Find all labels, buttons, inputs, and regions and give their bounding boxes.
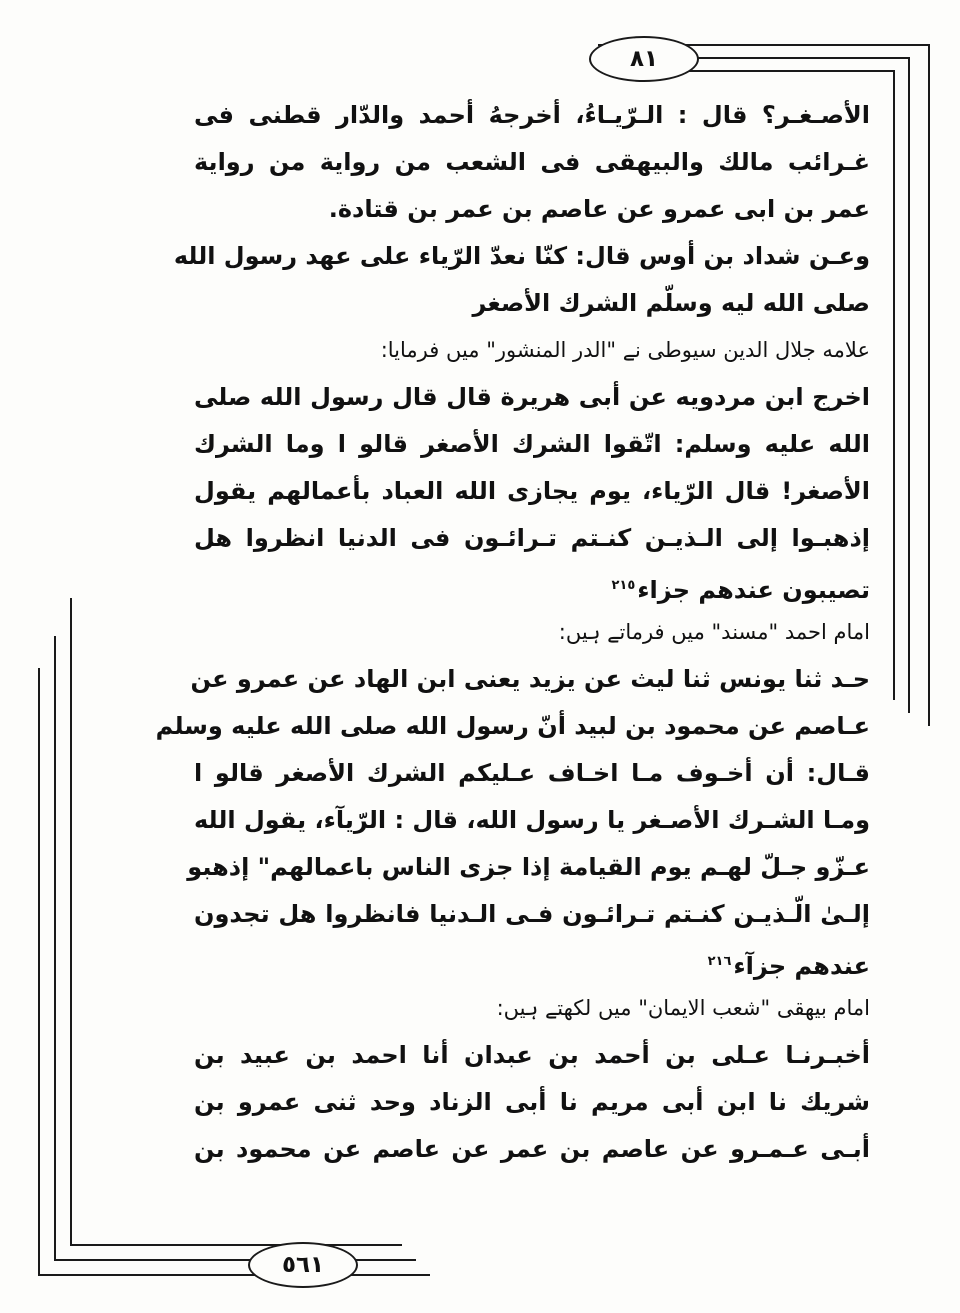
text-line: الأصـغـر؟ قال : الـرّيـاءُ، أخرجهُ أحمد والدّار قطنى فى [194, 101, 870, 129]
text-line: شريك نا ابن أبى مريم نا أبى الزناد وحد ثنى عمرو بن [194, 1088, 870, 1116]
text-line-urdu-heading: امام احمد "مسند" ميں فرماتے ہيں: [558, 620, 870, 644]
frame-left-line-inner [70, 598, 72, 1246]
text-line: ومـا الشـرك الأصـغر يا رسول الله، قال : الرّيآء، يقول الله [194, 806, 870, 834]
page-number-top: ٨١ [629, 46, 659, 72]
text-line: عـاصم عن محمود بن لبيد أنّ رسول الله صلى الله عليه وسلم [155, 712, 870, 740]
text-line: إلـىٰ الّـذيـن كنـتم تـرائـون فـى الـدنيا فانظروا هل تجدون [194, 900, 870, 928]
text-line: عندهم جزآء$^{٢١٦}$ [707, 952, 870, 980]
page-number-bottom: ٥٦١ [281, 1252, 325, 1278]
page-number-top-badge [589, 36, 699, 82]
text-line-urdu-heading: امام بيهقى "شعب الايمان" ميں لکھتے ہيں: [496, 996, 870, 1020]
text-block [155, 92, 870, 1173]
text-line: حـد ثنا يونس ثنا ليث عن يزيد يعنى ابن الهاد عن عمرو عن [190, 665, 870, 693]
text-line: صلى الله ليه وسلّم الشرك الأصغر [472, 289, 870, 317]
frame-right-line-inner [893, 70, 895, 700]
text-line: أبـى عـمـرو عن عاصم بن عمر عن عاصم عن محمود بن [194, 1135, 870, 1163]
text-line: إذهبـوا إلى الـذيـن كنـتم تـرائـون فى الدنيا انظروا هل [194, 524, 870, 552]
text-line: الأصغر! قال الرّياء، يوم يجازى الله العباد بأعمالهم يقول [194, 477, 870, 505]
text-line: عـزّو جـلّ لهـم يوم القيامة إذا جزى الناس باعمالهم" إذهبو [187, 853, 870, 881]
frame-bottom-line-outer [38, 1274, 430, 1276]
frame-bottom-line-inner [70, 1244, 402, 1246]
footnote-marker: ٢١٥ [611, 578, 636, 593]
frame-bottom-line-middle [54, 1259, 416, 1261]
frame-left-line-middle [54, 636, 56, 1261]
text-line: وعـن شداد بن أوس قال: كنّا نعدّ الرّياء على عهد رسول الله [173, 242, 870, 270]
page-number-bottom-badge [248, 1242, 358, 1288]
text-line: عمر بن ابى عمرو عن عاصم بن عمر بن قتادة. [328, 195, 870, 223]
text-line: اخرج ابن مردويه عن أبى هريرة قال قال رسول الله صلى [194, 383, 870, 411]
text-line: أخبـرنـا عـلى بن أحمد بن عبدان أنا احمد بن عبيد بن [194, 1041, 870, 1069]
text-line: الله عليه وسلم: اتّقوا الشرك الأصغر قالو ا وما الشرك [194, 430, 870, 458]
frame-right-line-outer [928, 44, 930, 726]
footnote-marker: ٢١٦ [707, 954, 732, 969]
text-line: غـرائب مالك والبيهقى فى الشعب من رواية من رواية [194, 148, 870, 176]
text-line: قـال: أن أخـوف مـا اخـاف عـليكم الشرك الأصغر قالو ا [194, 759, 870, 787]
text-line-urdu-heading: علامه جلال الدين سيوطى نے "الدر المنشور" ميں فرمايا: [380, 338, 870, 362]
frame-left-line-outer [38, 668, 40, 1276]
frame-right-line-middle [908, 57, 910, 713]
text-line: تصيبون عندهم جزاء$^{٢١٥}$ [611, 576, 870, 604]
